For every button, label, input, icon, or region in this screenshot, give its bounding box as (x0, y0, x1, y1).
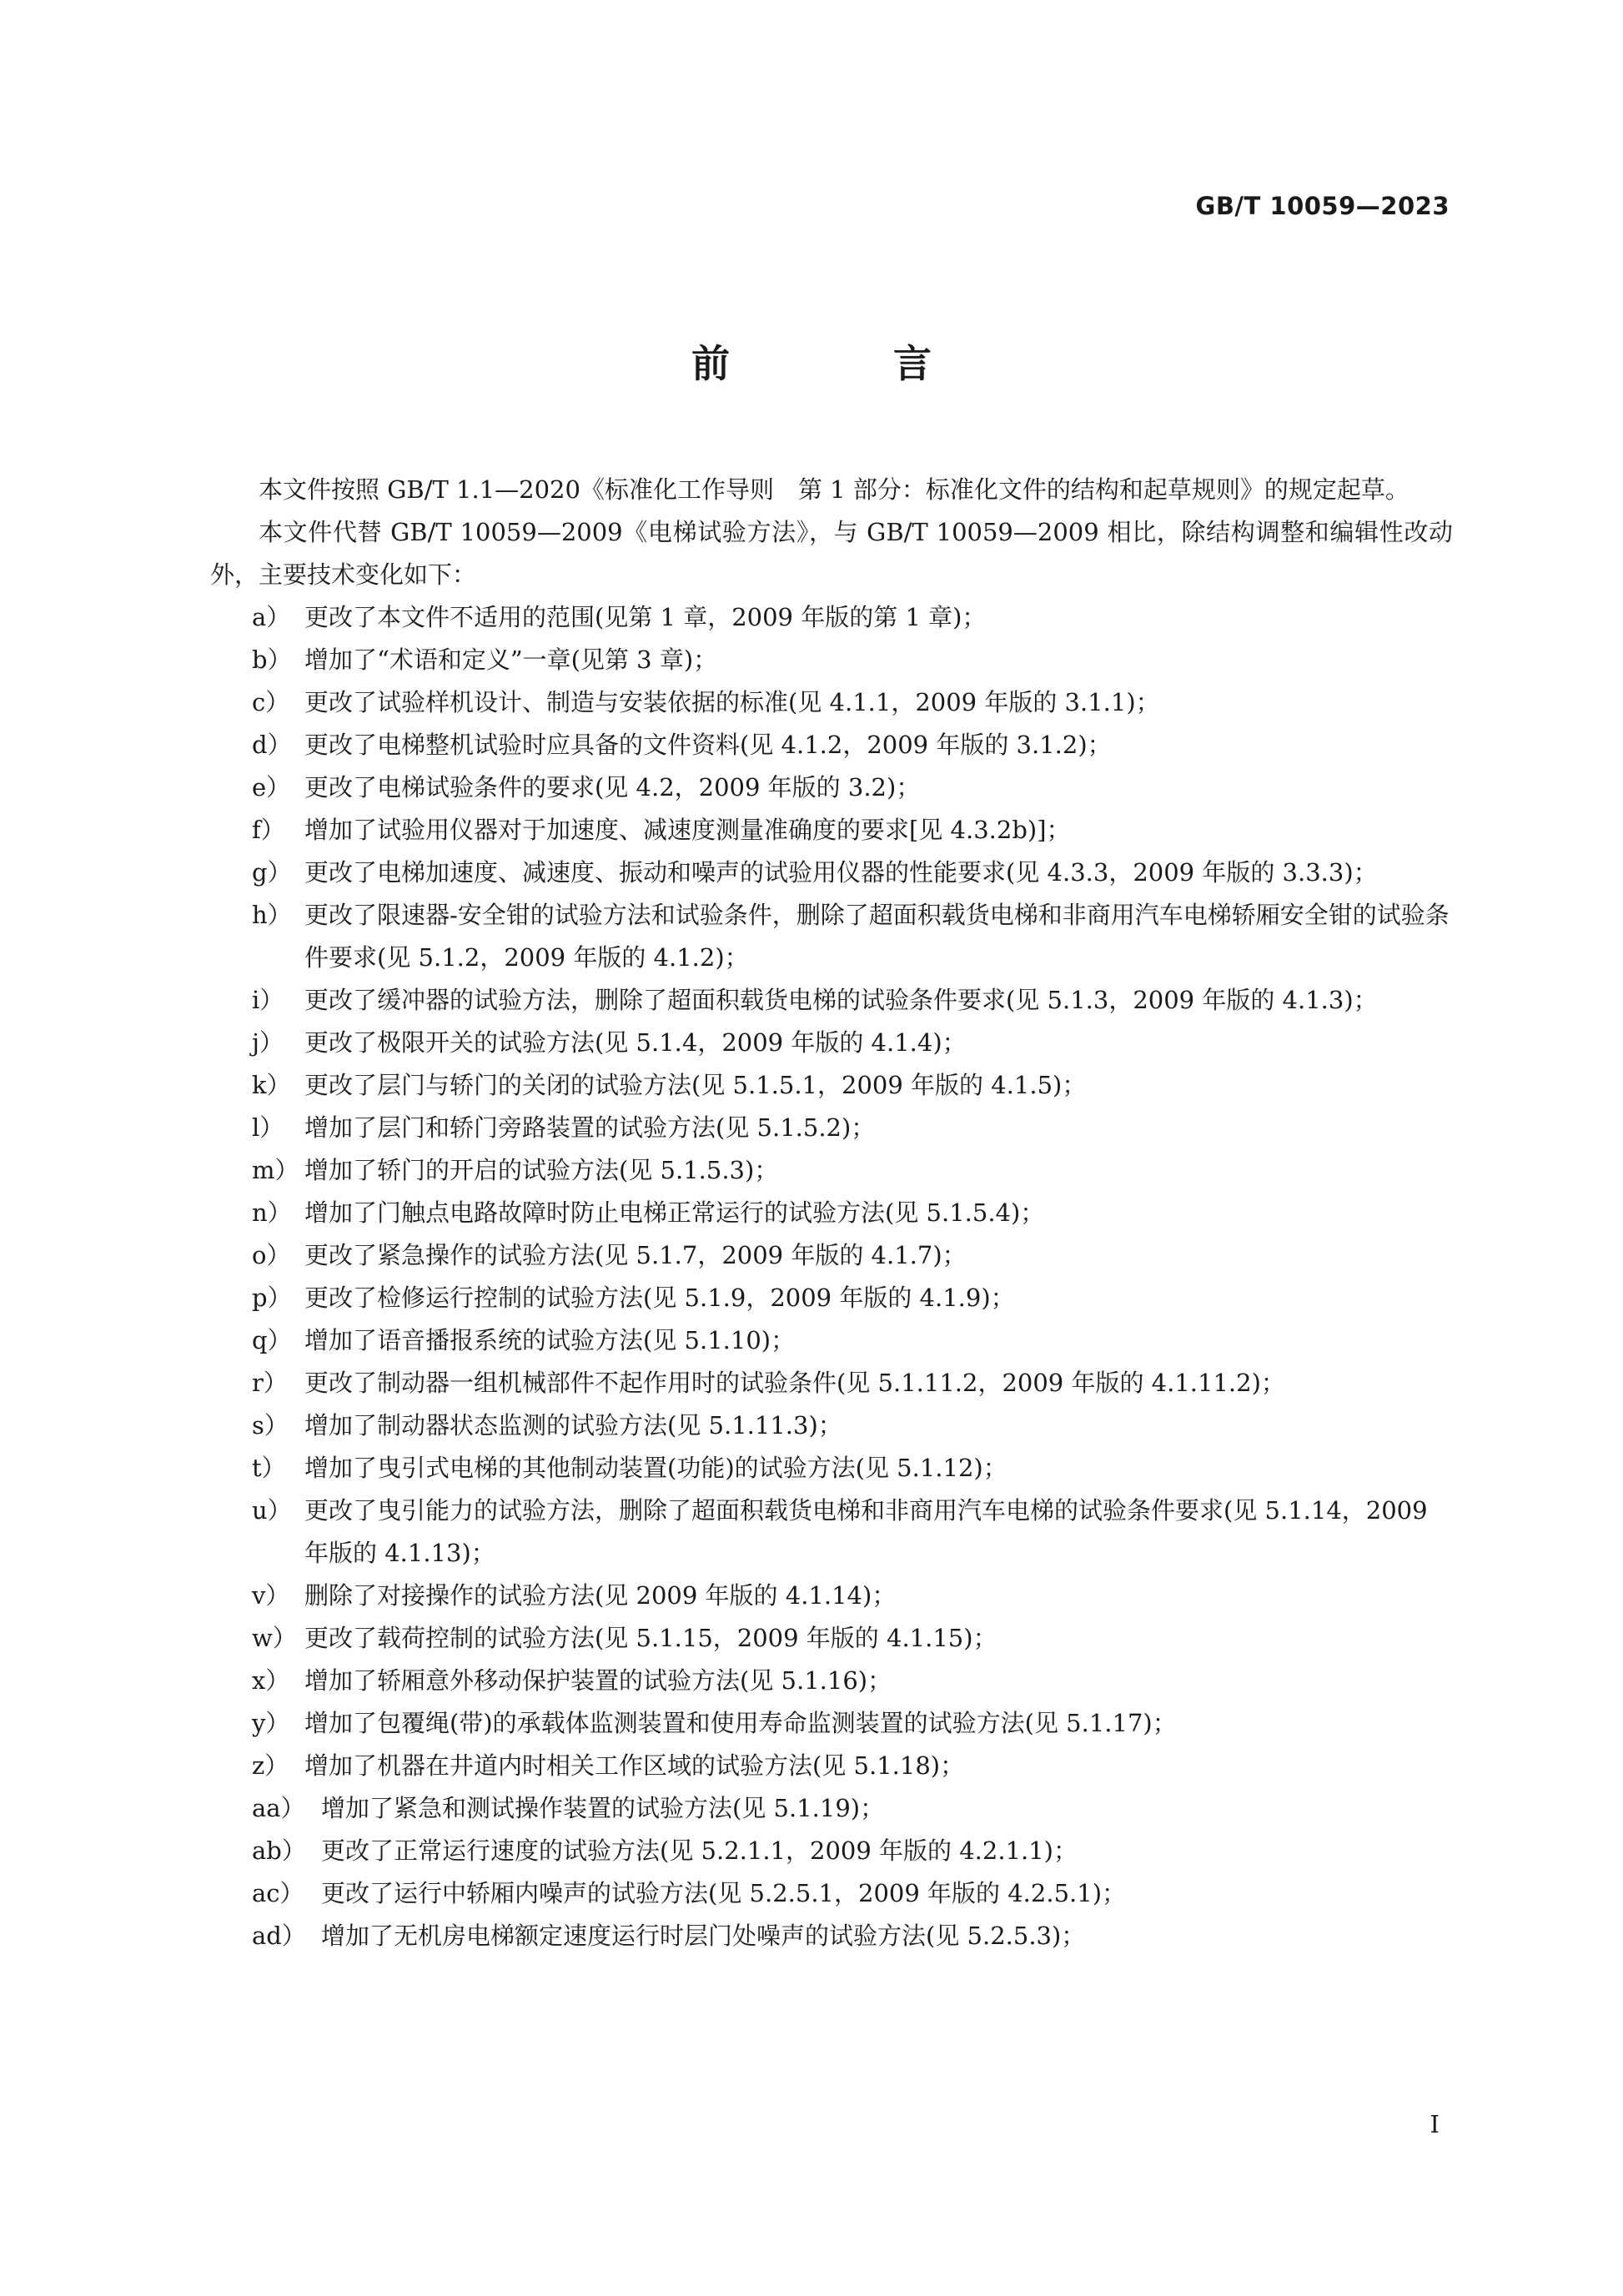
page-title: 前 言 (691, 341, 1007, 386)
list-item-text: 更改了检修运行控制的试验方法(见 5.1.9，2009 年版的 4.1.9)； (304, 1284, 1015, 1312)
list-item-marker: x） (252, 1666, 290, 1695)
list-item (210, 1830, 1453, 1872)
page-number: I (1430, 2110, 1440, 2138)
list-item-marker: c） (252, 688, 290, 716)
list-item (210, 681, 1453, 724)
document-number: GB/T 10059—2023 (1195, 192, 1450, 220)
list-item-text: 更改了限速器-安全钳的试验方法和试验条件，删除了超面积载货电梯和非商用汽车电梯轿厢安全钳的试验条件要求(见 5.1.2，2009 年版的 4.1.2)； (304, 901, 1450, 972)
list-item-text: 更改了缓冲器的试验方法，删除了超面积载货电梯的试验条件要求(见 5.1.3，2009 年版的 4.1.3)； (304, 986, 1378, 1014)
list-item-marker: u） (252, 1496, 292, 1525)
list-item (210, 1064, 1453, 1107)
list-item (210, 809, 1453, 852)
list-item-text: 更改了极限开关的试验方法(见 5.1.4，2009 年版的 4.1.4)； (304, 1028, 967, 1057)
list-item-marker: z） (252, 1751, 289, 1780)
list-item-marker: m） (252, 1156, 299, 1184)
list-item (210, 1192, 1453, 1234)
list-item-text: 增加了无机房电梯额定速度运行时层门处噪声的试验方法(见 5.2.5.3)； (321, 1922, 1086, 1950)
list-item (210, 1107, 1453, 1149)
list-item-marker: a） (252, 603, 291, 631)
list-item (210, 766, 1453, 809)
list-item (210, 1575, 1453, 1617)
list-item-marker: q） (252, 1326, 292, 1354)
list-item (210, 1490, 1453, 1575)
list-item-marker: j） (252, 1028, 284, 1057)
list-item (210, 1787, 1453, 1830)
list-item-text: 更改了本文件不适用的范围(见第 1 章，2009 年版的第 1 章)； (304, 603, 987, 631)
list-item-text: 增加了层门和轿门旁路装置的试验方法(见 5.1.5.2)； (304, 1113, 876, 1142)
list-item (210, 1617, 1453, 1660)
list-item-text: 增加了“术语和定义”一章(见第 3 章)； (304, 646, 718, 674)
list-item (210, 979, 1453, 1022)
list-item (210, 1915, 1453, 1957)
list-item-marker: h） (252, 901, 292, 929)
list-item-text: 更改了电梯试验条件的要求(见 4.2，2009 年版的 3.2)； (304, 773, 921, 801)
list-item-text: 更改了载荷控制的试验方法(见 5.1.15，2009 年版的 4.1.15)； (304, 1624, 997, 1652)
list-item-text: 更改了电梯加速度、减速度、振动和噪声的试验用仪器的性能要求(见 4.3.3，2009 年版的 3.3.3)； (304, 858, 1378, 887)
list-item (210, 639, 1453, 681)
document-body (210, 469, 1453, 1957)
list-item-text: 更改了正常运行速度的试验方法(见 5.2.1.1，2009 年版的 4.2.1.1)； (321, 1836, 1078, 1865)
list-item-text: 增加了包覆绳(带)的承载体监测装置和使用寿命监测装置的试验方法(见 5.1.17)； (304, 1709, 1177, 1737)
list-item-marker: w） (252, 1624, 297, 1652)
list-item-text: 更改了电梯整机试验时应具备的文件资料(见 4.1.2，2009 年版的 3.1.2)； (304, 731, 1112, 759)
list-item-text: 增加了试验用仪器对于加速度、减速度测量准确度的要求[见 4.3.2b)]； (304, 816, 1071, 844)
list-item-marker: o） (252, 1241, 291, 1269)
list-item (210, 1277, 1453, 1319)
list-item-text: 更改了曳引能力的试验方法，删除了超面积载货电梯和非商用汽车电梯的试验条件要求(见 5.1.14，2009 年版的 4.1.13)； (304, 1496, 1428, 1567)
change-list (210, 596, 1453, 1957)
list-item (210, 894, 1453, 979)
list-item-marker: g） (252, 858, 292, 887)
list-item-marker: s） (252, 1411, 289, 1439)
list-item-text: 更改了制动器一组机械部件不起作用时的试验条件(见 5.1.11.2，2009 年版的 4.1.11.2)； (304, 1369, 1285, 1397)
list-item (210, 1234, 1453, 1277)
list-item-text: 增加了紧急和测试操作装置的试验方法(见 5.1.19)； (321, 1794, 885, 1822)
list-item (210, 1872, 1453, 1915)
list-item (210, 1702, 1453, 1745)
list-item-marker: k） (252, 1071, 291, 1099)
list-item-marker: n） (252, 1198, 292, 1227)
list-item-marker: aa） (252, 1794, 305, 1822)
list-item-marker: i） (252, 986, 284, 1014)
list-item-text: 删除了对接操作的试验方法(见 2009 年版的 4.1.14)； (304, 1581, 897, 1610)
list-item (210, 724, 1453, 766)
list-item (210, 852, 1453, 894)
list-item (210, 1745, 1453, 1787)
list-item (210, 1319, 1453, 1362)
list-item-marker: r） (252, 1369, 288, 1397)
list-item-text: 更改了层门与轿门的关闭的试验方法(见 5.1.5.1，2009 年版的 4.1.5)； (304, 1071, 1087, 1099)
list-item-marker: ab） (252, 1836, 306, 1865)
list-item-marker: b） (252, 646, 292, 674)
list-item (210, 596, 1453, 639)
list-item-text: 更改了紧急操作的试验方法(见 5.1.7，2009 年版的 4.1.7)； (304, 1241, 967, 1269)
list-item-marker: e） (252, 773, 291, 801)
list-item (210, 1660, 1453, 1702)
list-item-marker: ad） (252, 1922, 306, 1950)
list-item-marker: ac） (252, 1879, 304, 1907)
changes-paragraph: 本文件代替 GB/T 10059—2009《电梯试验方法》，与 GB/T 10059—2009 相比，除结构调整和编辑性改动外，主要技术变化如下： (210, 518, 1453, 589)
list-item-text: 增加了门触点电路故障时防止电梯正常运行的试验方法(见 5.1.5.4)； (304, 1198, 1045, 1227)
list-item-text: 增加了机器在井道内时相关工作区域的试验方法(见 5.1.18)； (304, 1751, 965, 1780)
list-item-text: 增加了轿门的开启的试验方法(见 5.1.5.3)； (304, 1156, 779, 1184)
list-item (210, 1149, 1453, 1192)
list-item-marker: t） (252, 1454, 286, 1482)
list-item-marker: l） (252, 1113, 284, 1142)
list-item (210, 1362, 1453, 1404)
list-item-marker: p） (252, 1284, 292, 1312)
list-item (210, 1447, 1453, 1490)
list-item-text: 增加了语音播报系统的试验方法(见 5.1.10)； (304, 1326, 796, 1354)
list-item-text: 增加了制动器状态监测的试验方法(见 5.1.11.3)； (304, 1411, 842, 1439)
list-item-marker: d） (252, 731, 292, 759)
list-item-text: 更改了试验样机设计、制造与安装依据的标准(见 4.1.1，2009 年版的 3.1.1)； (304, 688, 1160, 716)
list-item-text: 更改了运行中轿厢内噪声的试验方法(见 5.2.5.1，2009 年版的 4.2.5.1)； (321, 1879, 1127, 1907)
list-item (210, 1404, 1453, 1447)
intro-paragraph: 本文件按照 GB/T 1.1—2020《标准化工作导则 第 1 部分：标准化文件的结构和起草规则》的规定起草。 (259, 475, 1409, 504)
list-item-marker: v） (252, 1581, 290, 1610)
list-item (210, 1022, 1453, 1064)
list-item-text: 增加了曳引式电梯的其他制动装置(功能)的试验方法(见 5.1.12)； (304, 1454, 1007, 1482)
list-item-marker: y） (252, 1709, 290, 1737)
list-item-text: 增加了轿厢意外移动保护装置的试验方法(见 5.1.16)； (304, 1666, 892, 1695)
list-item-marker: f） (252, 816, 285, 844)
